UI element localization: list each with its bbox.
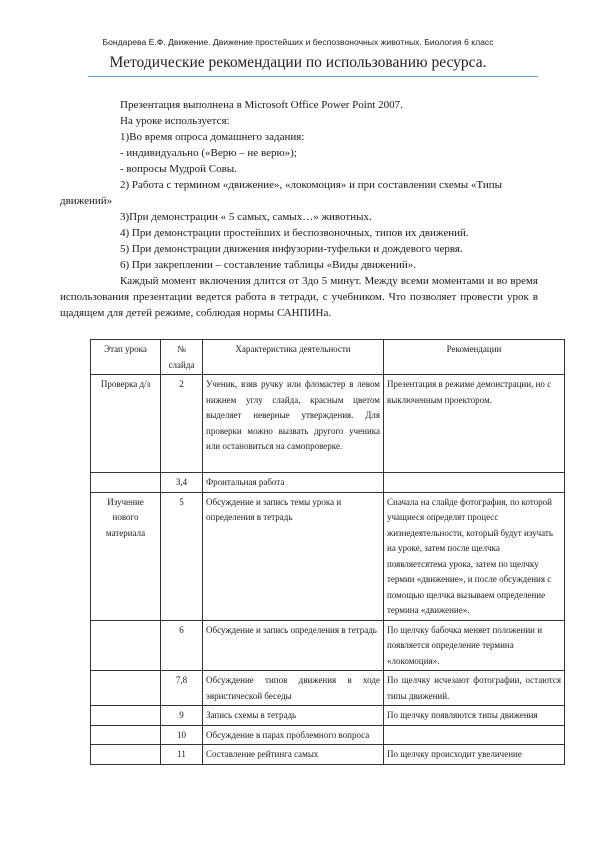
cell-slide: 2 (161, 375, 203, 473)
recommendations-table (90, 339, 565, 765)
paragraph: Каждый момент включения длится от 3до 5 минут. Между всеми моментами и во время использования презентации ведется работа в тетради, с учебником. Что позволяет провести урок в щадящем для детей режиме, соблюдая нормы САНПИНа. (60, 275, 538, 319)
cell-stage: Проверка д/з (91, 375, 161, 473)
cell-stage (91, 671, 161, 706)
cell-recommendation (384, 725, 565, 745)
cell-recommendation: Сначала на слайде фотография, по которой учащиеся определят процесс жизнедеятельности, который будут изучать на уроке, затем после щелчка появляетсятема урока, затем по щелчку термин «движение», и после обсуждения с помощью щелчка вызываем определение термина «движение». (384, 492, 565, 620)
header-stage: Этап урока (91, 340, 161, 375)
paragraph: 4) При демонстрации простейших и беспозвоночных, типов их движений. (120, 227, 469, 239)
table-row (91, 706, 565, 726)
table-row (91, 725, 565, 745)
cell-activity: Запись схемы в тетрадь (203, 706, 384, 726)
table-row (91, 620, 565, 671)
header-recommendations: Рекомендации (384, 340, 565, 375)
cell-slide: 11 (161, 745, 203, 765)
paragraph: 6) При закреплении – составление таблицы «Виды движений». (120, 259, 416, 271)
cell-activity: Ученик, взяв ручку или фломастер в левом нижнем углу слайда, красным цветом выделяет неверные утверждения. Для проверки можно вызвать другого ученика или остановиться на самопроверке. (203, 375, 384, 473)
cell-activity: Обсуждение и запись определения в тетрадь (203, 620, 384, 671)
cell-stage (91, 473, 161, 493)
cell-stage (91, 620, 161, 671)
paragraph: 3)При демонстрации « 5 самых, самых…» животных. (120, 211, 372, 223)
paragraph: - вопросы Мудрой Совы. (120, 163, 237, 175)
body-text (60, 97, 538, 321)
paragraph: На уроке используется: (120, 115, 230, 127)
cell-slide: 3,4 (161, 473, 203, 493)
cell-stage (91, 725, 161, 745)
table-row (91, 492, 565, 620)
cell-activity: Фронтальная работа (203, 473, 384, 493)
paragraph: 5) При демонстрации движения инфузории-туфельки и дождевого червя. (120, 243, 463, 255)
cell-slide: 5 (161, 492, 203, 620)
paragraph: 2) Работа с термином «движение», «локомоция» и при составлении схемы «Типы движений» (60, 179, 503, 207)
cell-activity: Обсуждение в парах проблемного вопроса (203, 725, 384, 745)
table-row (91, 375, 565, 473)
cell-activity: Составление рейтинга самых (203, 745, 384, 765)
cell-slide: 6 (161, 620, 203, 671)
cell-stage: Изучение нового материала (91, 492, 161, 620)
header-activity: Характеристика деятельности (203, 340, 384, 375)
cell-recommendation: По щелчку бабочка меняет положении и появляется определение термина «локомоция». (384, 620, 565, 671)
paragraph: Презентация выполнена в Microsoft Office Power Point 2007. (120, 99, 403, 111)
header-divider (88, 76, 538, 77)
cell-activity: Обсуждение типов движения в ходе эвристической беседы (203, 671, 384, 706)
cell-activity: Обсуждение и запись темы урока и определения в тетрадь (203, 492, 384, 620)
table-header-row (91, 340, 565, 375)
paragraph: 1)Во время опроса домашнего задания: (120, 131, 305, 143)
paragraph: - индивидуально («Верю – не верю»); (120, 147, 297, 159)
cell-slide: 10 (161, 725, 203, 745)
cell-recommendation: Презентация в режиме демонстрации, но с выключенным проектором. (384, 375, 565, 473)
running-header: Бондарева Е.Ф. Движение. Движение простейших и беспозвоночных животных. Биология 6 класс (102, 37, 494, 47)
cell-slide: 7,8 (161, 671, 203, 706)
cell-recommendation: По щелчку происходит увеличение (384, 745, 565, 765)
table-row (91, 473, 565, 493)
header-slide: № слайда (161, 340, 203, 375)
table-row (91, 671, 565, 706)
cell-recommendation: По щелчку исчезают фотографии, остаются типы движений. (384, 671, 565, 706)
cell-stage (91, 706, 161, 726)
table-row (91, 745, 565, 765)
cell-stage (91, 745, 161, 765)
document-title: Методические рекомендации по использованию ресурса. (109, 54, 487, 71)
cell-recommendation (384, 473, 565, 493)
cell-slide: 9 (161, 706, 203, 726)
cell-recommendation: По щелчку появляются типы движения (384, 706, 565, 726)
